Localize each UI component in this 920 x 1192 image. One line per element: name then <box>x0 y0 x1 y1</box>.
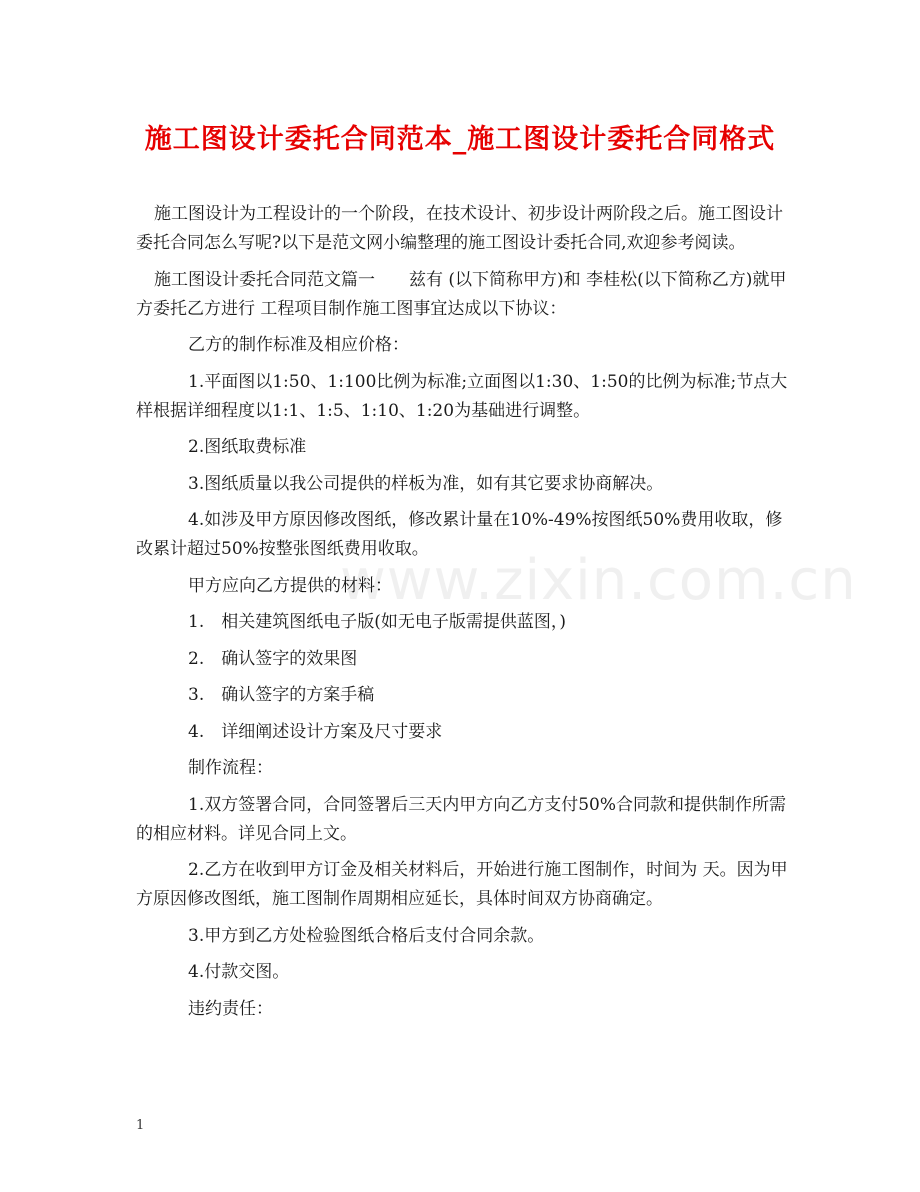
document-body <box>136 200 792 1031</box>
paragraph-contract-intro: 施工图设计委托合同范文篇一 兹有 (以下简称甲方)和 李桂松(以下简称乙方)就甲方委托乙方进行 工程项目制作施工图事宜达成以下协议： <box>136 269 787 319</box>
paragraph-item: 2.乙方在收到甲方订金及相关材料后，开始进行施工图制作，时间为 天。因为甲方原因修改图纸，施工图制作周期相应延长，具体时间双方协商确定。 <box>136 860 788 909</box>
paragraph-section-heading: 乙方的制作标准及相应价格： <box>188 335 409 355</box>
paragraph-item: 2. 确认签字的效果图 <box>188 648 358 669</box>
document-title: 施工图设计委托合同范本_施工图设计委托合同格式 <box>144 124 776 155</box>
page-number: 1 <box>136 1118 145 1133</box>
paragraph-item: 3. 确认签字的方案手稿 <box>188 685 375 705</box>
paragraph-item: 3.甲方到乙方处检验图纸合格后支付合同余款。 <box>188 925 545 946</box>
paragraph-section-heading: 甲方应向乙方提供的材料： <box>188 575 392 596</box>
paragraph-item: 3.图纸质量以我公司提供的样板为准，如有其它要求协商解决。 <box>188 473 664 494</box>
paragraph-section-heading: 制作流程： <box>188 758 273 778</box>
paragraph-item: 1.双方签署合同，合同签署后三天内甲方向乙方支付50%合同款和提供制作所需的相应材料。详见合同上文。 <box>136 794 787 844</box>
paragraph-item: 1. 相关建筑图纸电子版(如无电子版需提供蓝图，) <box>188 612 566 632</box>
paragraph-item: 1.平面图以1:50、1:100比例为标准;立面图以1:30、1:50的比例为标准;节点大样根据详细程度以1:1、1:5、1:10、1:20为基础进行调整。 <box>136 371 788 421</box>
watermark: www.zixin.com.cn <box>340 548 857 613</box>
paragraph-intro: 施工图设计为工程设计的一个阶段，在技术设计、初步设计两阶段之后。施工图设计委托合同怎么写呢?以下是范文网小编整理的施工图设计委托合同,欢迎参考阅读。 <box>136 204 783 253</box>
paragraph-section-heading: 违约责任： <box>188 998 273 1019</box>
paragraph-item: 4.付款交图。 <box>188 962 290 982</box>
paragraph-item: 2.图纸取费标准 <box>188 437 307 457</box>
paragraph-item: 4. 详细阐述设计方案及尺寸要求 <box>188 721 443 742</box>
paragraph-item: 4.如涉及甲方原因修改图纸，修改累计量在10%-49%按图纸50%费用收取，修改累计超过50%按整张图纸费用收取。 <box>136 510 783 559</box>
